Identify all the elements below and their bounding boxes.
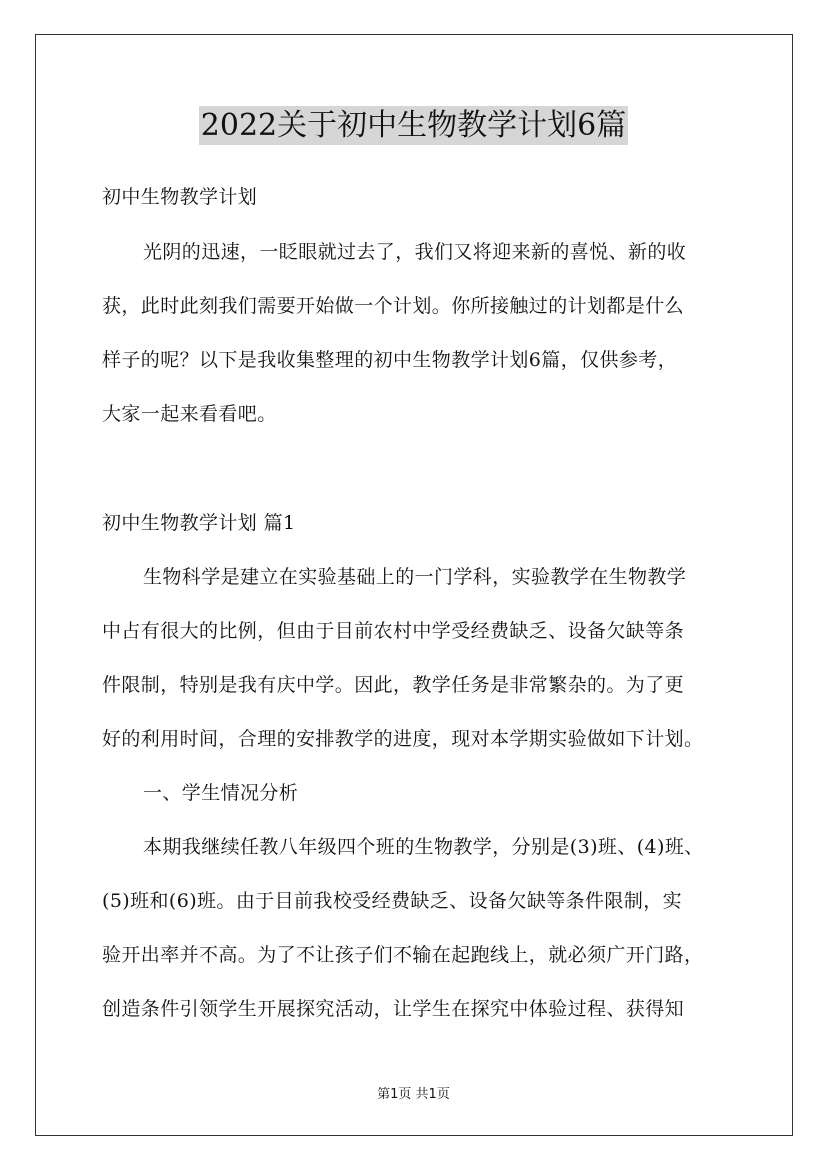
document-title: 2022关于初中生物教学计划6篇 [200,108,627,143]
page-number-footer: 第1页 共1页 [377,1087,450,1102]
intro-line-4: 大家一起来看看吧。 [102,403,277,425]
section-heading-part1: 初中生物教学计划 篇1 [102,512,296,534]
para1-line-4: 好的利用时间，合理的安排教学的进度，现对本学期实验做如下计划。 [102,728,704,750]
intro-line-3: 样子的呢？以下是我收集整理的初中生物教学计划6篇，仅供参考， [102,349,678,371]
intro-line-1: 光阴的迅速，一眨眼就过去了，我们又将迎来新的喜悦、新的收 [143,241,687,263]
section-heading: 初中生物教学计划 [102,186,258,208]
para2-line-3: 验开出率并不高。为了不让孩子们不输在起跑线上，就必须广开门路， [102,944,704,966]
para2-line-4: 创造条件引领学生开展探究活动，让学生在探究中体验过程、获得知 [102,998,685,1020]
document-title-block [0,100,827,144]
para1-line-2: 中占有很大的比例，但由于目前农村中学受经费缺乏、设备欠缺等条 [102,620,685,642]
para2-line-1: 本期我继续任教八年级四个班的生物教学，分别是(3)班、(4)班、 [143,836,704,858]
para1-line-3: 件限制，特别是我有庆中学。因此，教学任务是非常繁杂的。为了更 [102,674,685,696]
para2-line-2: (5)班和(6)班。由于目前我校受经费缺乏、设备欠缺等条件限制，实 [102,890,683,912]
subheading-student-analysis: 一、学生情况分析 [143,782,299,804]
para1-line-1: 生物科学是建立在实验基础上的一门学科，实验教学在生物教学 [143,566,687,588]
intro-line-2: 获，此时此刻我们需要开始做一个计划。你所接触过的计划都是什么 [102,295,685,317]
